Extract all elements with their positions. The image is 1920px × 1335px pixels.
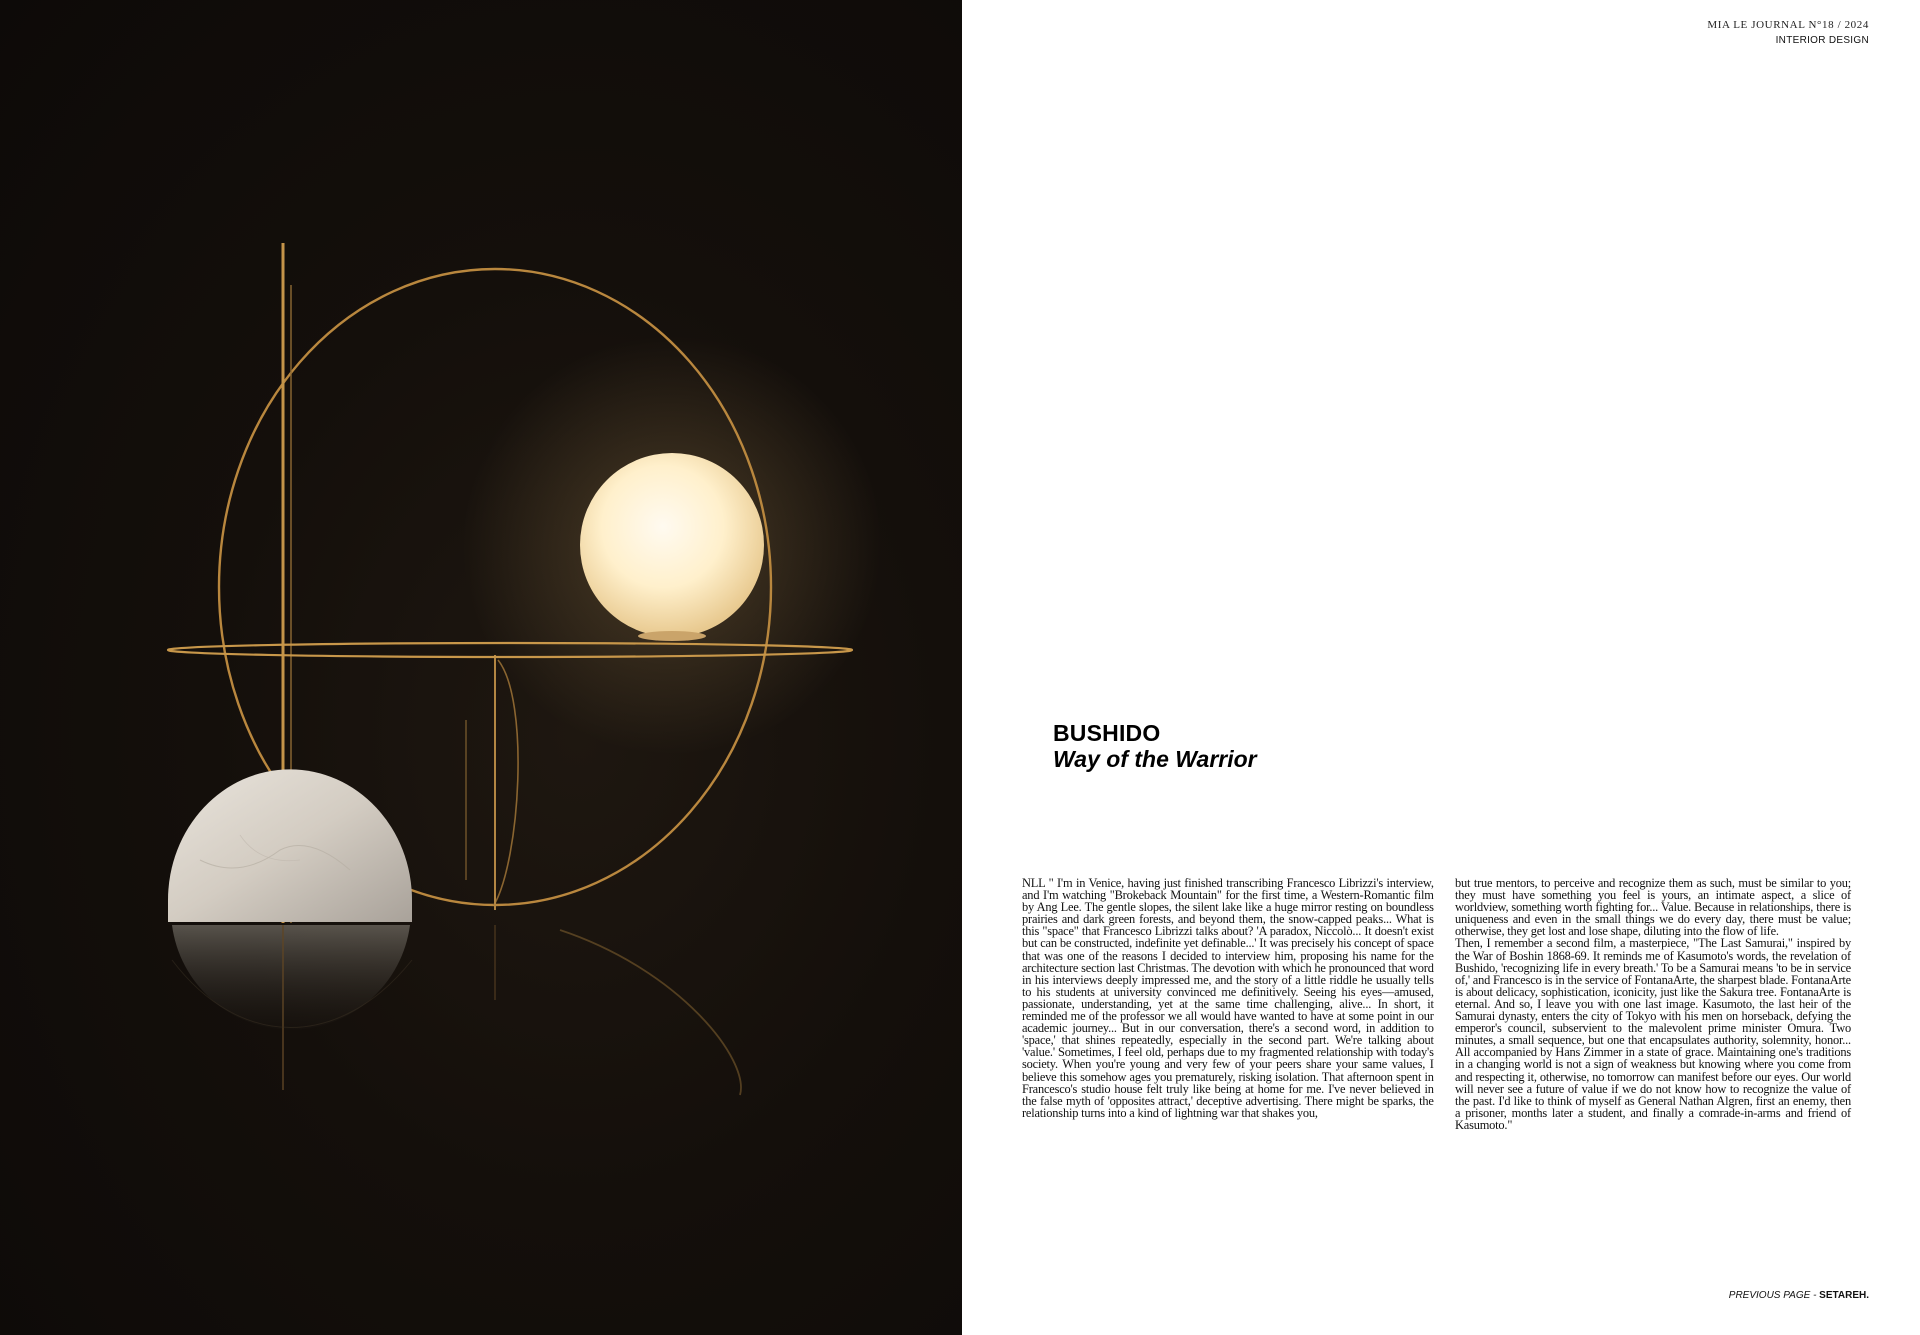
credit-prefix: PREVIOUS PAGE - [1728,1290,1820,1301]
article-page [962,0,1920,1335]
body-paragraph: NLL " I'm in Venice, having just finished transcribing Francesco Librizzi's interview, and I'm watching "Brokeback Mountain" for the first time, a Western-Romantic film by Ang Lee. The gentle slopes, the silent lake like a huge mirror resting on boundless prairies and dark green forests, and beyond them, the snow-capped peaks... What is this "space" that Francesco Librizzi talks about? 'A paradox, Niccolò... It doesn't exist but can be constructed, indefinite yet definable...' It was precisely his concept of space that was one of the reasons I decided to interview him, proposing his name for the architecture section last Christmas. The devotion with which he pronounced that word in his interviews deeply impressed me, and the story of a little riddle he usually tells to his students at university convinced me definitively. Seeing his eyes—amused, passionate, understanding, yet at the same time challenging, alive... In short, it reminded me of the professor we all would have wanted to have at some point in our academic journey... But in our conversation, there's a second word, in addition to 'space,' that shines repeatedly, especially in the second part. We're talking about 'value.' Sometimes, I feel old, perhaps due to my fragmented relationship with today's society. When you're young and very few of your peers share your same values, I believe this somehow ages you prematurely, risking isolation. That afternoon spent in Francesco's studio house felt truly like being at home for me. I've never believed in the false myth of 'opposites attract,' deceptive advertising. There might be sparks, the relationship turns into a kind of lightning war that shakes you, [1022,876,1434,1120]
body-paragraph: Then, I remember a second film, a masterpiece, "The Last Samurai," inspired by the War of Boshin 1868-69. It reminds me of Kasumoto's words, the revelation of Bushido, 'recognizing life in every breath.' To be a Samurai means 'to be in service of,' and Francesco is in the service of FontanaArte, the sharpest blade. FontanaArte is about delicacy, sophistication, iconicity, just like the Sakura tree. FontanaArte is eternal. And so, I leave you with one last image. Kasumoto, the last heir of the Samurai dynasty, enters the city of Tokyo with his men on horseback, defying the emperor's council, subservient to the malevolent prime minister Omura. Two minutes, a small sequence, but one that encapsulates authority, solemnity, honor... All accompanied by Hans Zimmer in a state of grace. Maintaining one's traditions in a changing world is not a sign of weakness but knowing where you come from and respecting it, otherwise, no tomorrow can manifest before our eyes. Our world will never see a future of value if we do not know how to recognize the value of the past. I'd like to think of myself as General Nathan Algren, first an enemy, then a prisoner, months later a student, and finally a comrade-in-arms and friend of Kasumoto." [1455,936,1851,1132]
article-body [1022,877,1857,1131]
section-label: INTERIOR DESIGN [1775,35,1869,46]
brass-arc [494,660,518,905]
body-column-2 [1455,877,1851,1131]
article-title: BUSHIDO [1053,720,1161,746]
article-subtitle: Way of the Warrior [1053,746,1257,772]
globe-socket [638,631,706,641]
body-column-1 [1022,877,1434,1131]
credit-name: SETAREH. [1819,1290,1869,1301]
journal-issue: MIA LE JOURNAL N°18 / 2024 [1707,19,1869,31]
article-title-block [1053,720,1257,772]
body-paragraph: but true mentors, to perceive and recognize them as such, must be similar to you; they must have something you feel is yours, an intimate aspect, a slice of worldview, something worth fighting for... Value. Because in relationships, there is uniqueness and even in the small things we do every day, there must be value; otherwise, they get lost and lose shape, diluting into the flow of life. [1455,876,1851,939]
marble-reflection [172,925,410,1030]
marble-base [168,769,412,922]
masthead [1707,17,1869,49]
photo-credit [1729,1290,1869,1301]
globe-lamp [580,453,764,637]
